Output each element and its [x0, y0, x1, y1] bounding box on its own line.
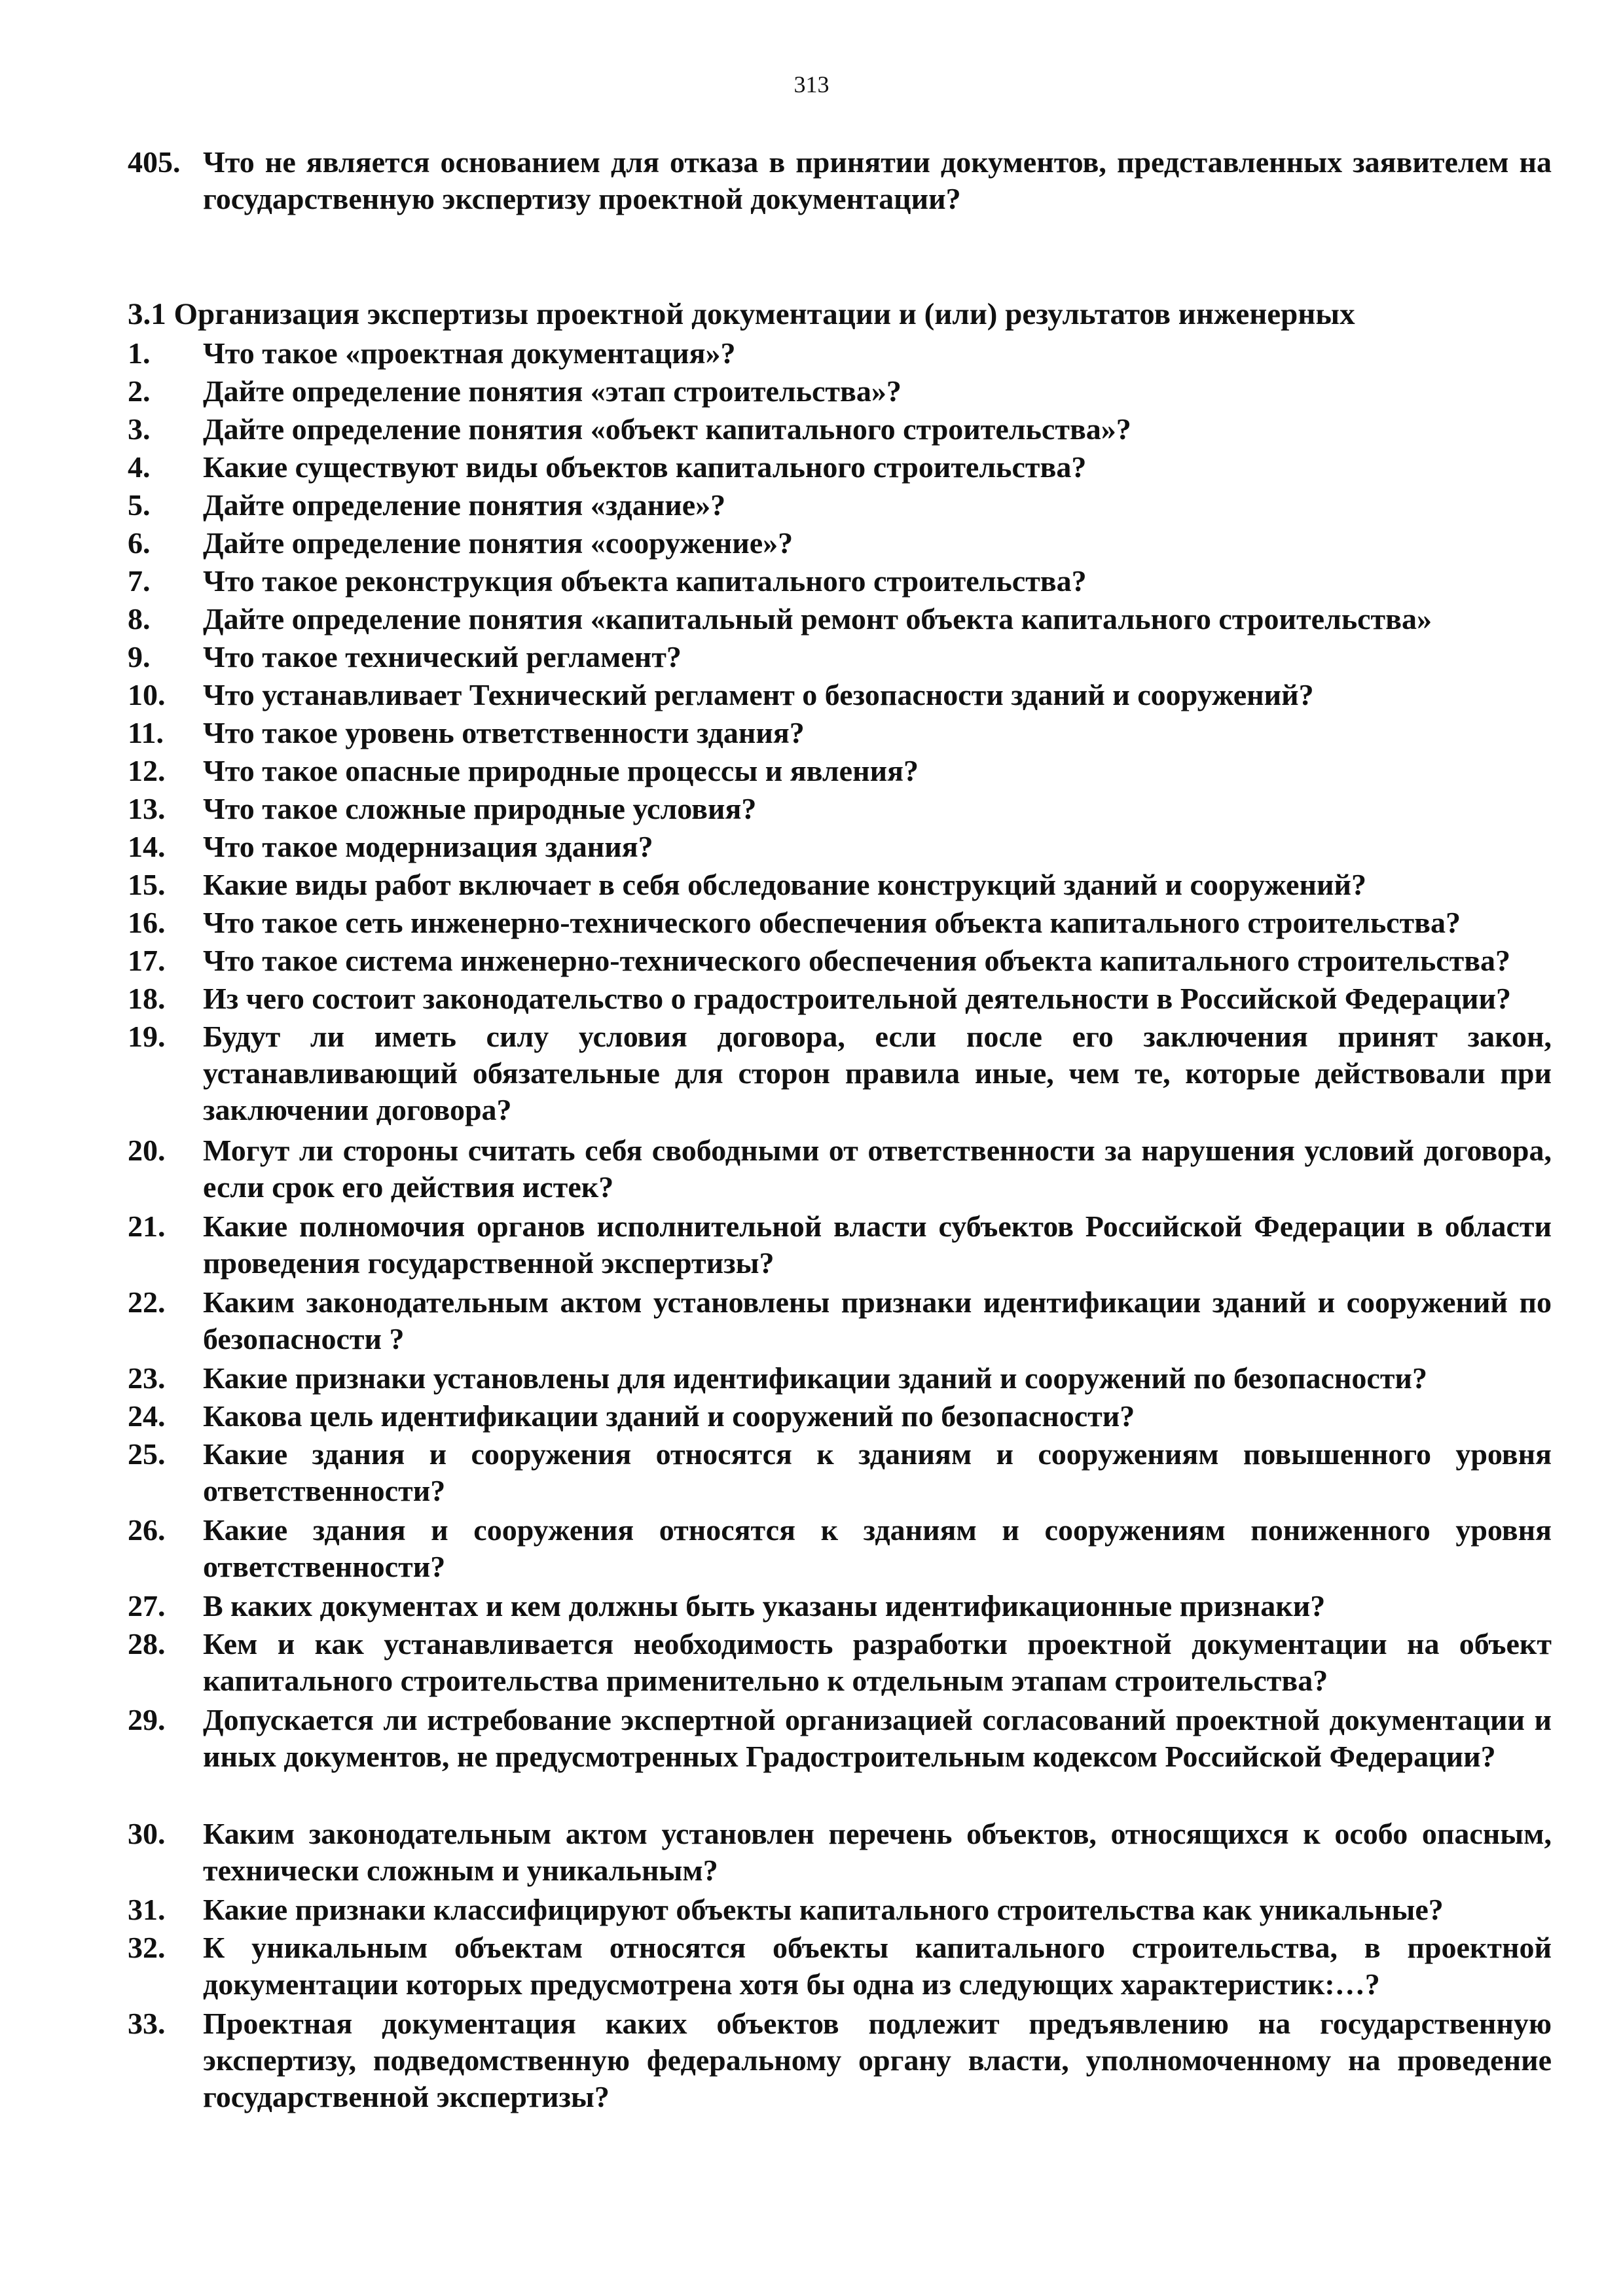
- question-10: [128, 677, 1552, 713]
- question-text: Что такое технический регламент?: [203, 640, 682, 673]
- question-text: Дайте определение понятия «здание»?: [203, 488, 726, 522]
- question-12: [128, 753, 1552, 789]
- question-text: Что такое опасные природные процессы и явления?: [203, 754, 919, 787]
- question-4: [128, 449, 1552, 486]
- question-text: К уникальным объектам относятся объекты капитального строительства, в проектной документации которых предусмотрена хотя бы одна из следующих характеристик:…?: [203, 1931, 1552, 2001]
- question-26: [128, 1512, 1552, 1585]
- question-text: Будут ли иметь силу условия договора, если после его заключения принят закон, устанавливающий обязательные для сторон правила иные, чем те, которые действовали при заключении договора?: [203, 1020, 1552, 1126]
- question-number: 10.: [128, 678, 166, 711]
- page-number: 313: [793, 71, 830, 98]
- question-23: [128, 1360, 1552, 1397]
- question-text: Каким законодательным актом установлены признаки идентификации зданий и сооружений по безопасности ?: [203, 1285, 1552, 1355]
- question-text: Какие признаки классифицируют объекты капитального строительства как уникальные?: [203, 1893, 1444, 1926]
- question-number: 16.: [128, 906, 166, 939]
- question-14: [128, 829, 1552, 865]
- question-text: В каких документах и кем должны быть указаны идентификационные признаки?: [203, 1589, 1326, 1623]
- question-number: 5.: [128, 488, 151, 522]
- question-2: [128, 373, 1552, 410]
- question-text: Могут ли стороны считать себя свободными от ответственности за нарушения условий договора, если срок его действия истек?: [203, 1134, 1552, 1204]
- question-number: 8.: [128, 602, 151, 636]
- question-text: Какие здания и сооружения относятся к зданиям и сооружениям пониженного уровня ответственности?: [203, 1513, 1552, 1583]
- question-number: 27.: [128, 1589, 166, 1623]
- question-30: [128, 1816, 1552, 1889]
- question-number: 15.: [128, 868, 166, 901]
- question-number: 22.: [128, 1285, 166, 1319]
- question-7: [128, 563, 1552, 600]
- question-number: 19.: [128, 1020, 166, 1053]
- question-number: 31.: [128, 1893, 166, 1926]
- question-15: [128, 867, 1552, 903]
- question-text: Какие полномочия органов исполнительной власти субъектов Российской Федерации в области проведения государственной экспертизы?: [203, 1210, 1552, 1280]
- question-text: Дайте определение понятия «сооружение»?: [203, 526, 793, 560]
- question-text: Кем и как устанавливается необходимость разработки проектной документации на объект капитального строительства применительно к отдельным этапам строительства?: [203, 1627, 1552, 1697]
- question-33: [128, 2005, 1552, 2115]
- question-11: [128, 715, 1552, 751]
- question-text: Из чего состоит законодательство о градостроительной деятельности в Российской Федерации?: [203, 982, 1511, 1015]
- question-17: [128, 942, 1552, 979]
- question-number: 21.: [128, 1210, 166, 1243]
- question-number: 9.: [128, 640, 151, 673]
- question-number: 405.: [128, 145, 181, 179]
- question-text: Что такое уровень ответственности здания?: [203, 716, 805, 749]
- question-number: 13.: [128, 792, 166, 825]
- question-text: Что такое система инженерно-технического обеспечения объекта капитального строительства?: [203, 944, 1511, 977]
- question-27: [128, 1588, 1552, 1624]
- question-text: Какие здания и сооружения относятся к зданиям и сооружениям повышенного уровня ответственности?: [203, 1437, 1552, 1507]
- question-25: [128, 1436, 1552, 1509]
- question-6: [128, 525, 1552, 562]
- question-number: 12.: [128, 754, 166, 787]
- question-1: [128, 335, 1552, 372]
- question-32: [128, 1929, 1552, 2003]
- question-number: 20.: [128, 1134, 166, 1167]
- question-number: 26.: [128, 1513, 166, 1547]
- question-16: [128, 905, 1552, 941]
- question-text: Что такое сеть инженерно-технического обеспечения объекта капитального строительства?: [203, 906, 1461, 939]
- question-text: Что такое модернизация здания?: [203, 830, 653, 863]
- question-number: 24.: [128, 1399, 166, 1433]
- question-text: Дайте определение понятия «объект капитального строительства»?: [203, 412, 1131, 446]
- question-number: 30.: [128, 1817, 166, 1850]
- question-number: 11.: [128, 716, 164, 749]
- question-8: [128, 601, 1552, 637]
- question-text: Дайте определение понятия «этап строительства»?: [203, 374, 902, 408]
- question-number: 3.: [128, 412, 151, 446]
- question-number: 29.: [128, 1703, 166, 1736]
- question-number: 14.: [128, 830, 166, 863]
- question-number: 23.: [128, 1361, 166, 1395]
- question-text: Какие признаки установлены для идентификации зданий и сооружений по безопасности?: [203, 1361, 1427, 1395]
- question-19: [128, 1018, 1552, 1128]
- question-number: 28.: [128, 1627, 166, 1660]
- question-5: [128, 487, 1552, 524]
- question-text: Что такое сложные природные условия?: [203, 792, 757, 825]
- question-9: [128, 639, 1552, 675]
- question-text: Какие виды работ включает в себя обследование конструкций зданий и сооружений?: [203, 868, 1366, 901]
- question-number: 18.: [128, 982, 166, 1015]
- question-18: [128, 980, 1552, 1017]
- question-24: [128, 1398, 1552, 1435]
- question-number: 32.: [128, 1931, 166, 1964]
- question-13: [128, 791, 1552, 827]
- question-number: 6.: [128, 526, 151, 560]
- question-3: [128, 411, 1552, 448]
- question-number: 2.: [128, 374, 151, 408]
- question-20: [128, 1132, 1552, 1206]
- question-number: 17.: [128, 944, 166, 977]
- question-number: 7.: [128, 564, 151, 598]
- question-21: [128, 1208, 1552, 1282]
- question-31: [128, 1892, 1552, 1928]
- question-number: 33.: [128, 2007, 166, 2040]
- question-text: Допускается ли истребование экспертной организацией согласований проектной документации и иных документов, не предусмотренных Градостроительным кодексом Российской Федерации?: [203, 1703, 1552, 1773]
- question-text: Что не является основанием для отказа в принятии документов, представленных заявителем на государственную экспертизу проектной документации?: [203, 145, 1552, 215]
- question-text: Какова цель идентификации зданий и сооружений по безопасности?: [203, 1399, 1135, 1433]
- question-number: 25.: [128, 1437, 166, 1471]
- question-text: Дайте определение понятия «капитальный ремонт объекта капитального строительства»: [203, 602, 1432, 636]
- question-405: [128, 144, 1552, 217]
- question-text: Что такое реконструкция объекта капитального строительства?: [203, 564, 1087, 598]
- question-29: [128, 1702, 1552, 1775]
- question-text: Что такое «проектная документация»?: [203, 336, 736, 370]
- question-text: Какие существуют виды объектов капитального строительства?: [203, 450, 1087, 484]
- question-number: 1.: [128, 336, 151, 370]
- section-heading: 3.1 Организация экспертизы проектной документации и (или) результатов инженерных: [128, 297, 1355, 331]
- question-22: [128, 1284, 1552, 1357]
- question-text: Что устанавливает Технический регламент о безопасности зданий и сооружений?: [203, 678, 1314, 711]
- question-28: [128, 1626, 1552, 1699]
- question-number: 4.: [128, 450, 151, 484]
- question-text: Каким законодательным актом установлен перечень объектов, относящихся к особо опасным, технически сложным и уникальным?: [203, 1817, 1552, 1887]
- question-text: Проектная документация каких объектов подлежит предъявлению на государственную экспертизу, подведомственную федеральному органу власти, уполномоченному на проведение государственной экспертизы?: [203, 2007, 1552, 2113]
